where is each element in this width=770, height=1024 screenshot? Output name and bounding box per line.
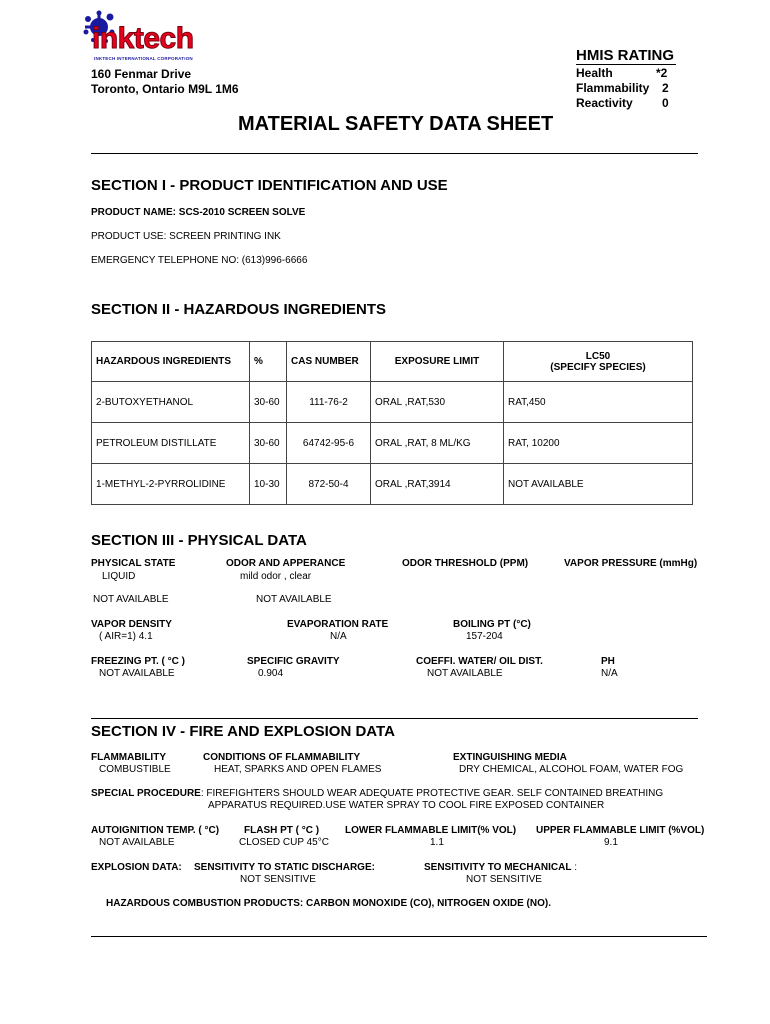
vapor-density-value: ( AIR=1) 4.1 — [99, 631, 153, 642]
conditions-label: CONDITIONS OF FLAMMABILITY — [203, 752, 361, 763]
autoignition-value: NOT AVAILABLE — [99, 837, 175, 848]
vapor-density-label: VAPOR DENSITY — [91, 619, 172, 630]
cell-cas: 111-76-2 — [287, 382, 371, 423]
autoignition-label: AUTOIGNITION TEMP. ( °C) — [91, 825, 220, 836]
hmis-underline — [576, 64, 676, 65]
special-procedure — [91, 788, 663, 799]
emergency-telephone: EMERGENCY TELEPHONE NO: (613)996-6666 — [91, 255, 308, 266]
hmis-title: HMIS RATING — [576, 47, 675, 64]
upper-flammable-label: UPPER FLAMMABLE LIMIT (%VOL) — [536, 825, 705, 836]
upper-flammable-value: 9.1 — [604, 837, 618, 848]
vapor-pressure-label: VAPOR PRESSURE (mmHg) — [564, 558, 698, 569]
hazardous-ingredients-table — [91, 341, 693, 505]
static-sensitivity-label: SENSITIVITY TO STATIC DISCHARGE: — [194, 862, 375, 873]
section-1-heading: SECTION I - PRODUCT IDENTIFICATION AND USE — [91, 177, 448, 194]
table-row — [92, 464, 693, 505]
title-rule — [91, 153, 698, 154]
table-row — [92, 382, 693, 423]
static-sensitivity-value: NOT SENSITIVE — [240, 874, 316, 885]
cell-cas: 872-50-4 — [287, 464, 371, 505]
cell-exposure: ORAL ,RAT,3914 — [371, 464, 504, 505]
product-use: PRODUCT USE: SCREEN PRINTING INK — [91, 231, 281, 242]
cell-ingredient: 1-METHYL-2-PYRROLIDINE — [92, 464, 250, 505]
hmis-reactivity-value: 0 — [662, 96, 669, 110]
table-header-row — [92, 342, 693, 382]
hmis-reactivity-label: Reactivity — [576, 96, 633, 110]
cell-exposure: ORAL ,RAT,530 — [371, 382, 504, 423]
cell-ingredient: PETROLEUM DISTILLATE — [92, 423, 250, 464]
header-exposure-limit: EXPOSURE LIMIT — [371, 342, 504, 382]
hazardous-combustion-products: HAZARDOUS COMBUSTION PRODUCTS: CARBON MONOXIDE (CO), NITROGEN OXIDE (NO). — [106, 898, 551, 909]
address-line-2: Toronto, Ontario M9L 1M6 — [91, 82, 239, 96]
section-4-heading: SECTION IV - FIRE AND EXPLOSION DATA — [91, 723, 395, 740]
boiling-point-label: BOILING PT (°C) — [453, 619, 531, 630]
hmis-flammability-label: Flammability — [576, 81, 650, 95]
lower-flammable-label: LOWER FLAMMABLE LIMIT(% VOL) — [345, 825, 517, 836]
section-4-rule — [91, 718, 698, 719]
cell-lc50: RAT,450 — [504, 382, 693, 423]
freezing-point-label: FREEZING PT. ( °C ) — [91, 656, 185, 667]
header-lc50-label: LC50 — [585, 350, 611, 362]
document-title: MATERIAL SAFETY DATA SHEET — [238, 113, 554, 135]
header-lc50-species: (SPECIFY SPECIES) — [550, 361, 646, 373]
coefficient-value: NOT AVAILABLE — [427, 668, 503, 679]
specific-gravity-label: SPECIFIC GRAVITY — [247, 656, 340, 667]
header-lc50 — [504, 342, 693, 382]
bottom-rule — [91, 936, 707, 937]
cell-ingredient: 2-BUTOXYETHANOL — [92, 382, 250, 423]
section-2-heading: SECTION II - HAZARDOUS INGREDIENTS — [91, 301, 387, 318]
evaporation-rate-label: EVAPORATION RATE — [287, 619, 389, 630]
header-percent: % — [250, 342, 287, 382]
explosion-data-label: EXPLOSION DATA: — [91, 862, 182, 873]
cell-cas: 64742-95-6 — [287, 423, 371, 464]
ph-label: PH — [601, 656, 615, 667]
mechanical-sensitivity-value: NOT SENSITIVE — [466, 874, 542, 885]
product-name: PRODUCT NAME: SCS-2010 SCREEN SOLVE — [91, 207, 306, 218]
physical-state-value: LIQUID — [102, 571, 136, 582]
extinguishing-value: DRY CHEMICAL, ALCOHOL FOAM, WATER FOG — [459, 764, 684, 775]
logo-wordmark: inktech — [92, 22, 194, 55]
hmis-health-value: *2 — [656, 66, 668, 80]
cell-lc50: RAT, 10200 — [504, 423, 693, 464]
mechanical-sensitivity-colon: : — [574, 862, 577, 873]
evaporation-rate-value: N/A — [330, 631, 347, 642]
hmis-flammability-value: 2 — [662, 81, 669, 95]
header-ingredients: HAZARDOUS INGREDIENTS — [92, 342, 250, 382]
mechanical-sensitivity-label: SENSITIVITY TO MECHANICAL — [424, 862, 572, 873]
extinguishing-label: EXTINGUISHING MEDIA — [453, 752, 567, 763]
coefficient-label: COEFFI. WATER/ OIL DIST. — [416, 656, 543, 667]
logo-tagline: INKTECH INTERNATIONAL CORPORATION — [94, 56, 193, 61]
section-3-heading: SECTION III - PHYSICAL DATA — [91, 532, 307, 549]
table-row — [92, 423, 693, 464]
special-procedure-label: SPECIAL PROCEDURE — [91, 788, 201, 799]
cell-exposure: ORAL ,RAT, 8 ML/KG — [371, 423, 504, 464]
cell-percent: 10-30 — [250, 464, 287, 505]
mechanical-sensitivity — [424, 862, 577, 873]
freezing-point-value: NOT AVAILABLE — [99, 668, 175, 679]
boiling-point-value: 157-204 — [466, 631, 503, 642]
cell-lc50: NOT AVAILABLE — [504, 464, 693, 505]
address-line-1: 160 Fenmar Drive — [91, 67, 192, 81]
flash-point-label: FLASH PT ( °C ) — [244, 825, 320, 836]
odor-threshold-value: NOT AVAILABLE — [93, 594, 169, 605]
special-procedure-line-1: : FIREFIGHTERS SHOULD WEAR ADEQUATE PROTECTIVE GEAR. SELF CONTAINED BREATHING — [200, 788, 664, 799]
cell-percent: 30-60 — [250, 423, 287, 464]
vapor-pressure-value: NOT AVAILABLE — [256, 594, 332, 605]
header-cas-number: CAS NUMBER — [287, 342, 371, 382]
flash-point-value: CLOSED CUP 45°C — [239, 837, 329, 848]
odor-value: mild odor , clear — [240, 571, 312, 582]
specific-gravity-value: 0.904 — [258, 668, 284, 679]
special-procedure-line-2: APPARATUS REQUIRED.USE WATER SPRAY TO COOL FIRE EXPOSED CONTAINER — [208, 800, 605, 811]
odor-label: ODOR AND APPERANCE — [226, 558, 346, 569]
conditions-value: HEAT, SPARKS AND OPEN FLAMES — [214, 764, 382, 775]
flammability-value: COMBUSTIBLE — [99, 764, 171, 775]
cell-percent: 30-60 — [250, 382, 287, 423]
lower-flammable-value: 1.1 — [430, 837, 444, 848]
hmis-health-label: Health — [576, 66, 613, 80]
odor-threshold-label: ODOR THRESHOLD (PPM) — [402, 558, 529, 569]
physical-state-label: PHYSICAL STATE — [91, 558, 176, 569]
flammability-label: FLAMMABILITY — [91, 752, 166, 763]
ph-value: N/A — [601, 668, 618, 679]
